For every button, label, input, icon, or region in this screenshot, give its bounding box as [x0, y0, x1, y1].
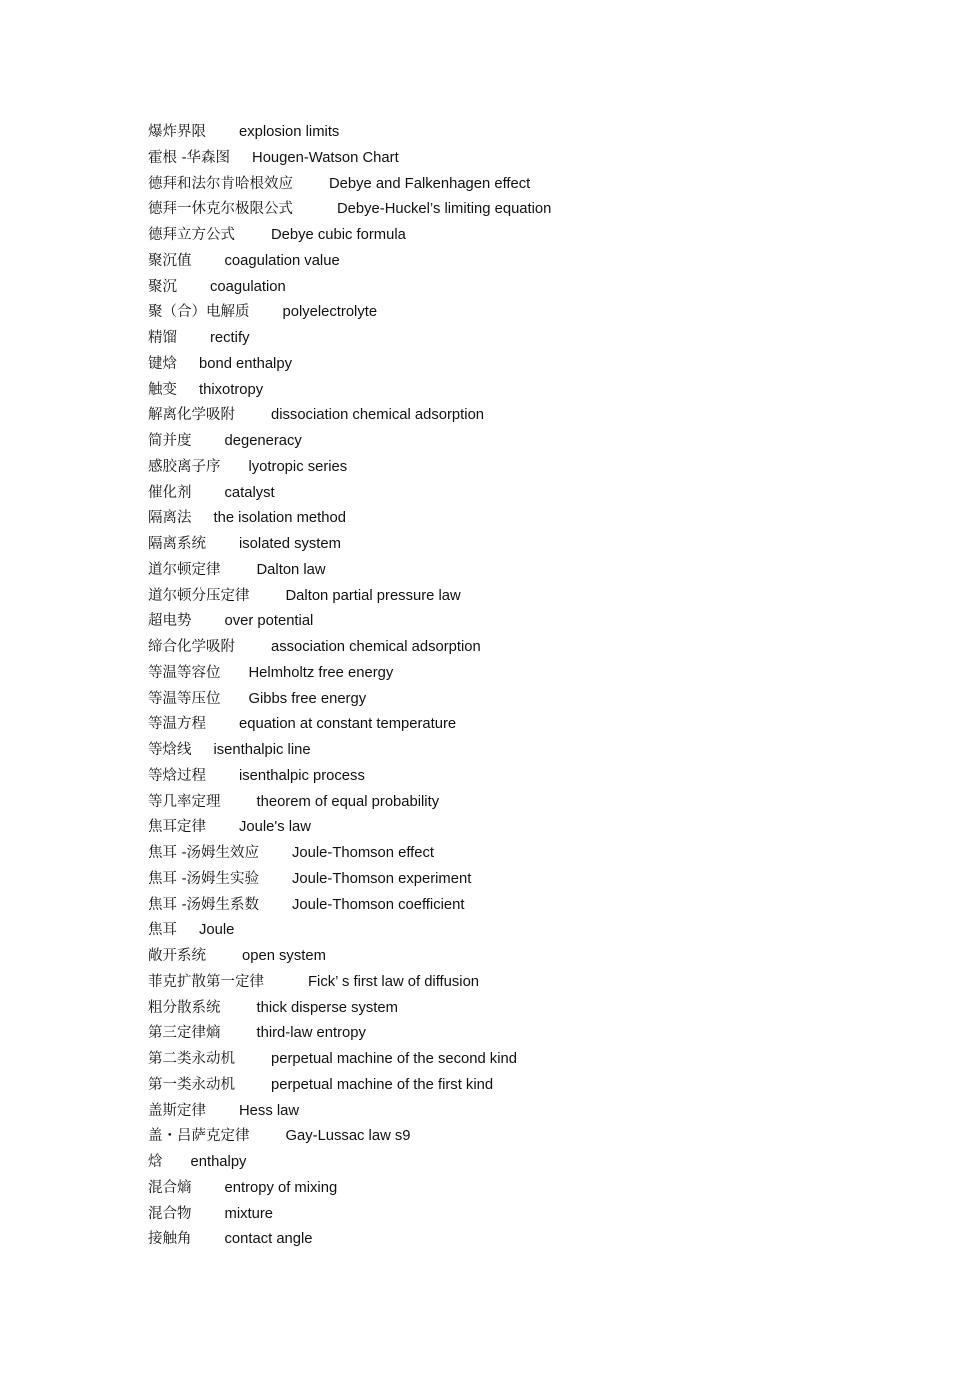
- glossary-entry: [148, 1152, 848, 1178]
- chinese-term: 缔合化学吸附: [148, 639, 235, 655]
- english-term: association chemical adsorption: [271, 639, 481, 655]
- chinese-term: 第二类永动机: [148, 1051, 235, 1067]
- english-term: mixture: [224, 1205, 274, 1222]
- glossary-entry: [148, 1023, 848, 1049]
- english-term: dissociation chemical adsorption: [271, 407, 485, 424]
- glossary-entry: [148, 380, 848, 406]
- chinese-term: 焦耳: [148, 922, 177, 939]
- glossary-entry: [148, 946, 848, 972]
- glossary-entry: [148, 1178, 848, 1204]
- glossary-entry: [148, 225, 848, 251]
- chinese-term: 隔离系统: [148, 536, 206, 552]
- chinese-term: 焦耳 -汤姆生实验: [148, 870, 260, 887]
- glossary-entry: [148, 148, 848, 174]
- english-term: open system: [242, 948, 326, 964]
- chinese-term: 粗分散系统: [148, 999, 221, 1016]
- chinese-term: 混合熵: [148, 1179, 192, 1196]
- glossary-entry: [148, 740, 848, 766]
- chinese-term: 键焓: [148, 355, 177, 372]
- english-term: Fick’ s first law of diffusion: [308, 973, 480, 990]
- glossary-entry: [148, 251, 848, 277]
- english-term: isenthalpic line: [213, 742, 311, 758]
- chinese-term: 聚沉: [148, 278, 177, 295]
- english-term: Joule's law: [239, 819, 311, 836]
- glossary-entry: [148, 1126, 848, 1152]
- glossary-entry: [148, 199, 848, 225]
- english-term: Helmholtz free energy: [248, 664, 394, 681]
- glossary-entry: [148, 277, 848, 303]
- english-term: Dalton law: [256, 561, 326, 578]
- chinese-term: 敞开系统: [148, 948, 206, 964]
- english-term: bond enthalpy: [199, 355, 292, 372]
- glossary-entry: [148, 122, 848, 148]
- glossary-entry: [148, 534, 848, 560]
- english-term: third-law entropy: [256, 1025, 366, 1042]
- english-term: isenthalpic process: [239, 767, 365, 784]
- chinese-term: 德拜立方公式: [148, 227, 235, 243]
- english-term: enthalpy: [190, 1154, 247, 1170]
- chinese-term: 爆炸界限: [148, 124, 206, 140]
- english-term: thick disperse system: [256, 999, 398, 1016]
- english-term: Joule: [199, 922, 235, 939]
- english-term: lyotropic series: [248, 458, 348, 475]
- english-term: contact angle: [224, 1231, 313, 1248]
- chinese-term: 第一类永动机: [148, 1076, 235, 1093]
- chinese-term: 盖・吕萨克定律: [148, 1128, 250, 1145]
- glossary-entry: [148, 663, 848, 689]
- chinese-term: 德拜和法尔肯哈根效应: [148, 175, 293, 192]
- glossary-entry: [148, 1229, 848, 1255]
- glossary-entry: [148, 689, 848, 715]
- chinese-term: 聚（合）电解质: [148, 304, 250, 321]
- chinese-term: 触变: [148, 381, 177, 398]
- english-term: entropy of mixing: [224, 1179, 338, 1196]
- glossary-entry: [148, 483, 848, 509]
- english-term: coagulation: [210, 278, 286, 295]
- english-term: Joule-Thomson experiment: [292, 870, 472, 887]
- chinese-term: 道尔顿分压定律: [148, 587, 250, 604]
- chinese-term: 焦耳 -汤姆生效应: [148, 845, 260, 861]
- glossary-entry: [148, 998, 848, 1024]
- english-term: Debye cubic formula: [271, 227, 406, 243]
- chinese-term: 混合物: [148, 1205, 192, 1222]
- glossary-entry: [148, 792, 848, 818]
- glossary-entry: [148, 1075, 848, 1101]
- chinese-term: 道尔顿定律: [148, 561, 221, 578]
- chinese-term: 接触角: [148, 1231, 192, 1248]
- chinese-term: 等温等容位: [148, 664, 221, 681]
- chinese-term: 等温等压位: [148, 690, 221, 707]
- glossary-entry: [148, 843, 848, 869]
- english-term: Debye and Falkenhagen effect: [329, 175, 531, 192]
- glossary-entry: [148, 611, 848, 637]
- english-term: thixotropy: [199, 381, 264, 398]
- chinese-term: 隔离法: [148, 510, 192, 527]
- glossary-entry: [148, 405, 848, 431]
- chinese-term: 焦耳定律: [148, 819, 206, 836]
- english-term: perpetual machine of the first kind: [271, 1076, 494, 1093]
- english-term: the isolation method: [213, 510, 346, 527]
- chinese-term: 聚沉值: [148, 252, 192, 269]
- english-term: degeneracy: [224, 433, 302, 449]
- glossary-entry: [148, 1049, 848, 1075]
- glossary-entry: [148, 895, 848, 921]
- english-term: polyelectrolyte: [282, 304, 378, 321]
- english-term: Gay-Lussac law s9: [285, 1128, 411, 1145]
- glossary-entry: [148, 302, 848, 328]
- chinese-term: 等焓过程: [148, 767, 206, 784]
- glossary-entry: [148, 328, 848, 354]
- english-term: Joule-Thomson effect: [292, 845, 435, 861]
- chinese-term: 第三定律熵: [148, 1025, 221, 1042]
- chinese-term: 盖斯定律: [148, 1102, 206, 1119]
- english-term: Gibbs free energy: [248, 690, 367, 707]
- glossary-entry: [148, 457, 848, 483]
- english-term: Debye-Huckel’s limiting equation: [337, 201, 552, 218]
- english-term: equation at constant temperature: [239, 716, 457, 733]
- english-term: Hougen-Watson Chart: [252, 149, 399, 166]
- chinese-term: 简并度: [148, 433, 192, 449]
- glossary-entry: [148, 972, 848, 998]
- english-term: catalyst: [224, 484, 275, 501]
- glossary-entry: [148, 508, 848, 534]
- english-term: explosion limits: [239, 124, 340, 140]
- glossary-entry: [148, 431, 848, 457]
- english-term: over potential: [224, 613, 314, 630]
- glossary-entry: [148, 1101, 848, 1127]
- glossary-entry: [148, 560, 848, 586]
- chinese-term: 等几率定理: [148, 793, 221, 810]
- english-term: Dalton partial pressure law: [285, 587, 461, 604]
- english-term: perpetual machine of the second kind: [271, 1051, 517, 1067]
- glossary-entry: [148, 869, 848, 895]
- glossary-entry: [148, 1204, 848, 1230]
- glossary-entry: [148, 766, 848, 792]
- chinese-term: 焦耳 -汤姆生系数: [148, 896, 260, 913]
- chinese-term: 精馏: [148, 330, 177, 346]
- english-term: coagulation value: [224, 252, 340, 269]
- chinese-term: 焓: [148, 1154, 163, 1170]
- english-term: theorem of equal probability: [256, 793, 440, 810]
- english-term: isolated system: [239, 536, 341, 552]
- chinese-term: 菲克扩散第一定律: [148, 973, 264, 990]
- chinese-term: 感胶离子序: [148, 458, 221, 475]
- english-term: Joule-Thomson coefficient: [292, 896, 465, 913]
- chinese-term: 催化剂: [148, 484, 192, 501]
- glossary-entry: [148, 920, 848, 946]
- chinese-term: 解离化学吸附: [148, 407, 235, 424]
- chinese-term: 德拜一休克尔极限公式: [148, 201, 293, 218]
- chinese-term: 等温方程: [148, 716, 206, 733]
- glossary-entry: [148, 714, 848, 740]
- glossary-entry: [148, 586, 848, 612]
- glossary-entry: [148, 637, 848, 663]
- english-term: rectify: [210, 330, 250, 346]
- english-term: Hess law: [239, 1102, 300, 1119]
- glossary-entry: [148, 817, 848, 843]
- chinese-term: 霍根 -华森图: [148, 149, 231, 166]
- glossary-entry: [148, 174, 848, 200]
- chinese-term: 超电势: [148, 613, 192, 630]
- glossary-list: [148, 122, 848, 1255]
- chinese-term: 等焓线: [148, 742, 192, 758]
- glossary-entry: [148, 354, 848, 380]
